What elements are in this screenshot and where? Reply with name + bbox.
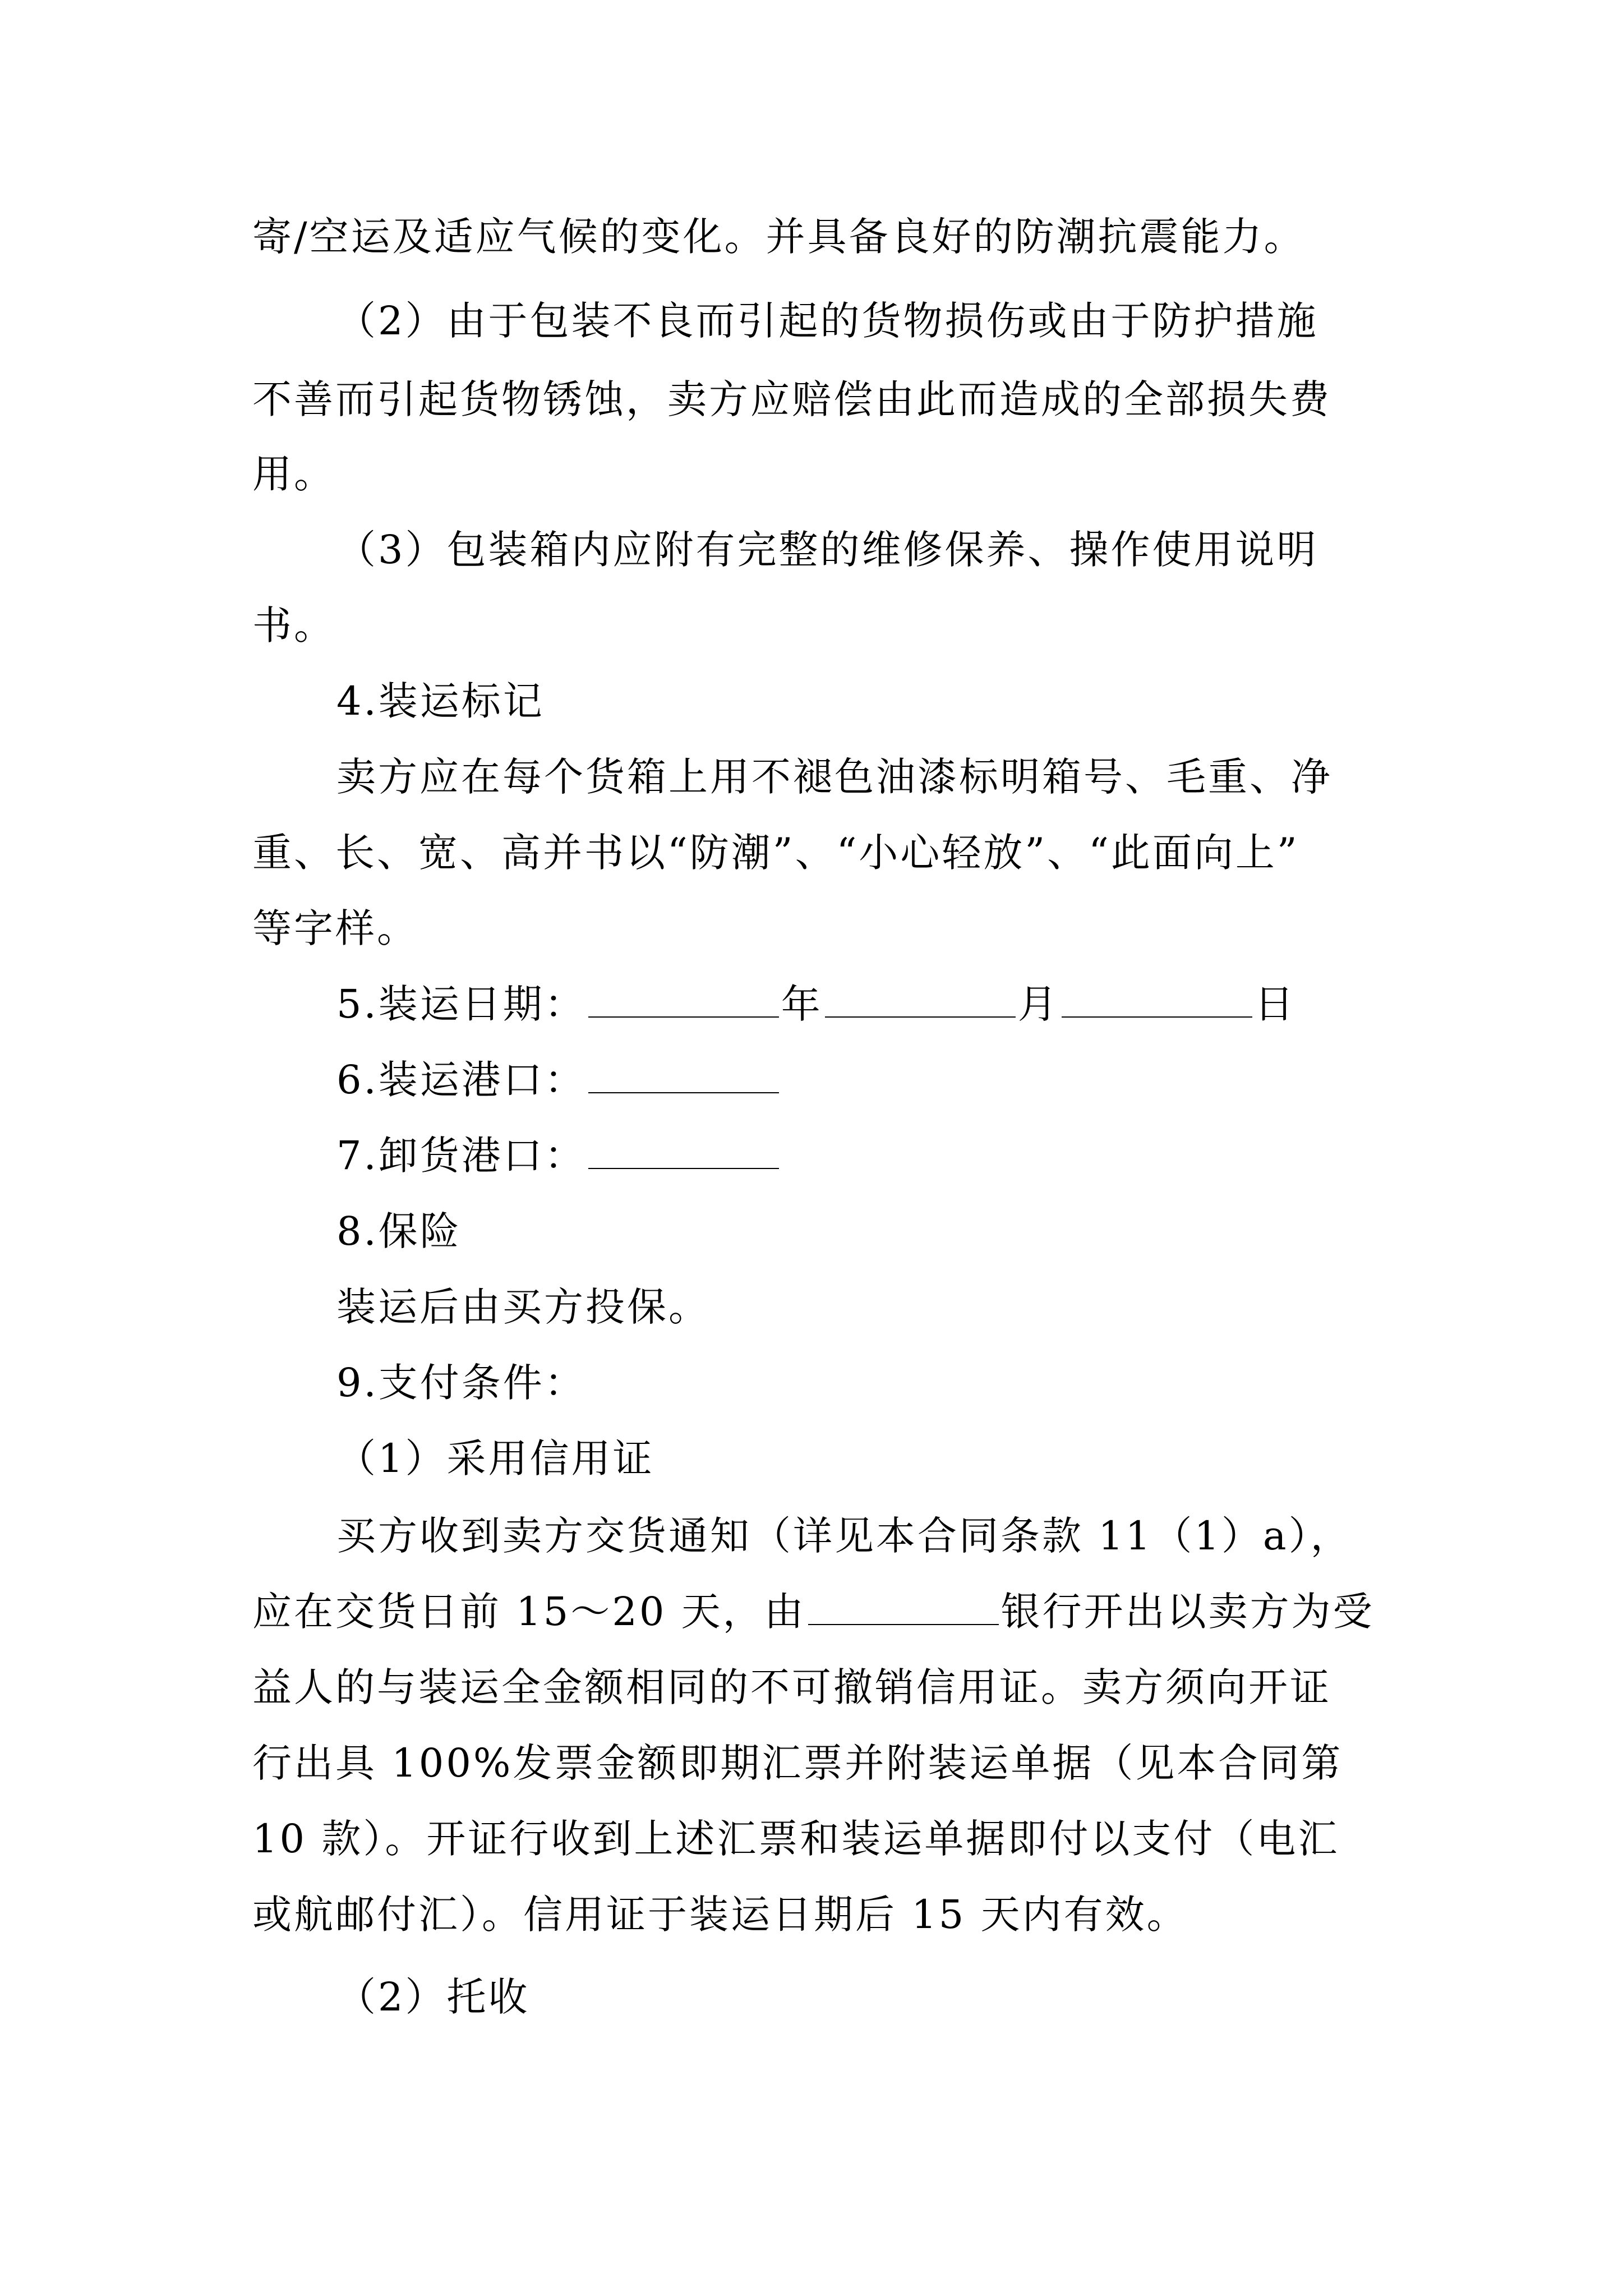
text-line: 用。 xyxy=(252,451,335,497)
section-heading: 8.保险 xyxy=(336,1208,462,1254)
text-line: 行出具 100%发票金额即期汇票并附装运单据（见本合同第 xyxy=(252,1740,1343,1786)
text-line: 装运后由买方投保。 xyxy=(336,1284,710,1330)
text-line: 书。 xyxy=(252,602,335,648)
month-blank[interactable] xyxy=(825,983,1016,1018)
text-line: 买方收到卖方交货通知（详见本合同条款 11（1）a）， xyxy=(336,1513,1352,1559)
discharge-port-blank[interactable] xyxy=(588,1134,779,1169)
shipping-date-label: 5.装运日期： xyxy=(336,981,586,1027)
bank-line-pre: 应在交货日前 15～20 天，由 xyxy=(252,1589,806,1635)
text-line: 卖方应在每个货箱上用不褪色油漆标明箱号、毛重、净 xyxy=(336,754,1332,800)
bank-blank[interactable] xyxy=(808,1590,999,1625)
text-line: 10 款）。开证行收到上述汇票和装运单据即付以支付（电汇 xyxy=(252,1816,1340,1862)
subsection-heading: （1）采用信用证 xyxy=(336,1435,654,1481)
text-line: 不善而引起货物锈蚀，卖方应赔偿由此而造成的全部损失费 xyxy=(252,376,1331,422)
year-label: 年 xyxy=(781,981,823,1027)
year-blank[interactable] xyxy=(588,983,779,1018)
loading-port-blank[interactable] xyxy=(588,1059,779,1093)
subsection-heading: （2）托收 xyxy=(336,1974,530,2020)
bank-line xyxy=(252,1584,1375,1640)
section-heading: 9.支付条件： xyxy=(336,1360,586,1406)
loading-port-line xyxy=(336,1052,781,1108)
month-label: 月 xyxy=(1017,981,1059,1027)
day-label: 日 xyxy=(1254,981,1296,1027)
discharge-port-line xyxy=(336,1128,781,1184)
loading-port-label: 6.装运港口： xyxy=(336,1057,586,1103)
text-line: （3）包装箱内应附有完整的维修保养、操作使用说明 xyxy=(336,527,1318,573)
text-line: 等字样。 xyxy=(252,905,418,951)
shipping-date-line xyxy=(336,976,1296,1032)
text-line: 重、长、宽、高并书以“防潮”、“小心轻放”、“此面向上” xyxy=(252,830,1299,876)
bank-line-post: 银行开出以卖方为受 xyxy=(1000,1589,1375,1635)
text-line: 或航邮付汇）。信用证于装运日期后 15 天内有效。 xyxy=(252,1892,1188,1938)
day-blank[interactable] xyxy=(1062,983,1252,1018)
section-heading: 4.装运标记 xyxy=(336,678,545,724)
text-line: 益人的与装运全金额相同的不可撤销信用证。卖方须向开证 xyxy=(252,1664,1331,1710)
text-line: 寄/空运及适应气候的变化。并具备良好的防潮抗震能力。 xyxy=(252,214,1306,260)
text-line: （2）由于包装不良而引起的货物损伤或由于防护措施 xyxy=(336,298,1318,344)
discharge-port-label: 7.卸货港口： xyxy=(336,1133,586,1179)
